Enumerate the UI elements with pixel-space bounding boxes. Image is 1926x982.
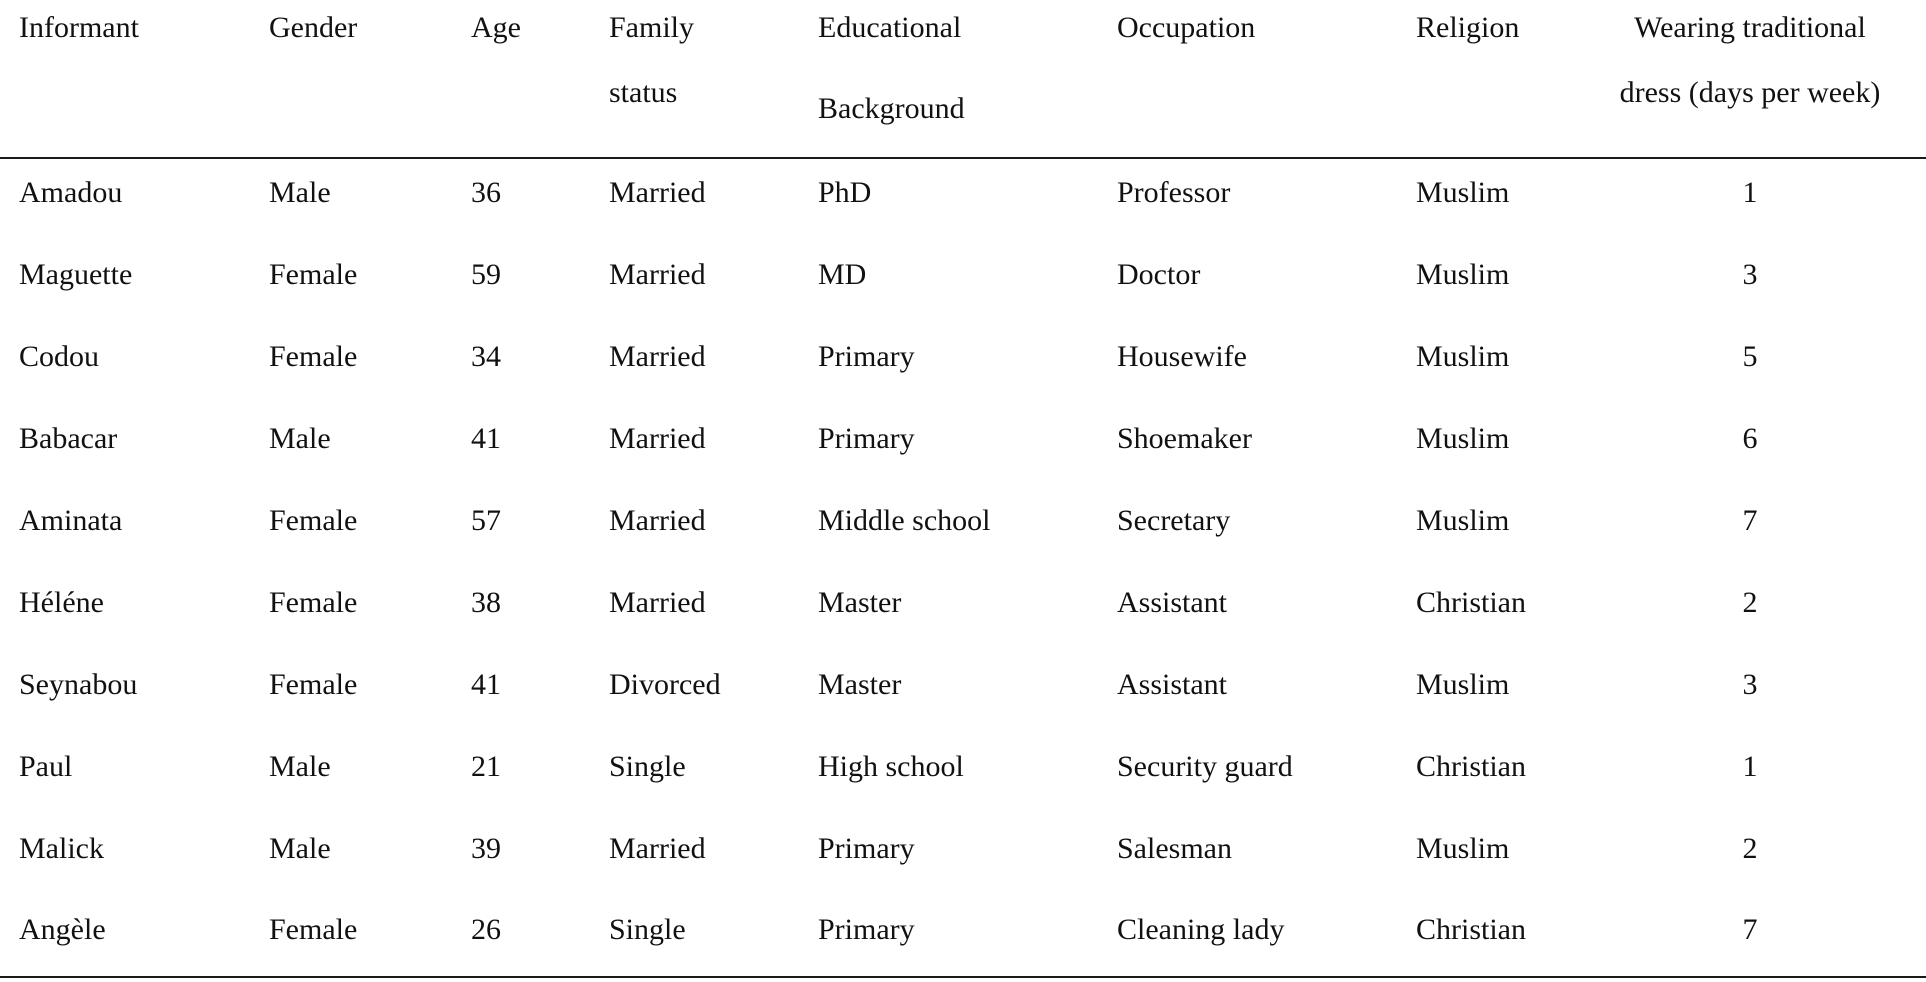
cell-family-status: Married (609, 422, 706, 455)
table-row (0, 152, 1926, 234)
cell-informant: Aminata (19, 504, 123, 537)
cell-age: 26 (471, 913, 501, 946)
cell-occupation: Security guard (1117, 750, 1293, 783)
cell-family-status: Married (609, 176, 706, 209)
cell-age: 57 (471, 504, 501, 537)
cell-family-status: Married (609, 504, 706, 537)
cell-education: Master (818, 586, 902, 619)
cell-dress-days: 3 (1742, 258, 1758, 291)
cell-religion: Christian (1416, 586, 1526, 619)
cell-dress-days: 7 (1742, 504, 1758, 537)
cell-religion: Muslim (1416, 504, 1510, 537)
cell-dress-days: 5 (1742, 340, 1758, 373)
header-age: Age (471, 11, 521, 44)
cell-informant: Malick (19, 832, 104, 865)
cell-age: 41 (471, 422, 501, 455)
cell-religion: Muslim (1416, 258, 1510, 291)
cell-education: Primary (818, 913, 915, 946)
cell-age: 21 (471, 750, 501, 783)
cell-gender: Female (269, 586, 358, 619)
cell-occupation: Cleaning lady (1117, 913, 1285, 946)
table-row (0, 726, 1926, 808)
cell-family-status: Married (609, 340, 706, 373)
header-dress-line1: Wearing traditional (1634, 11, 1866, 44)
cell-age: 41 (471, 668, 501, 701)
cell-occupation: Professor (1117, 176, 1231, 209)
table-row (0, 889, 1926, 971)
cell-informant: Babacar (19, 422, 118, 455)
table-row (0, 562, 1926, 644)
cell-age: 34 (471, 340, 501, 373)
cell-informant: Angèle (19, 913, 106, 946)
cell-occupation: Assistant (1117, 668, 1228, 701)
header-occupation: Occupation (1117, 11, 1256, 44)
header-family-status-line2: status (609, 76, 678, 109)
cell-education: Middle school (818, 504, 991, 537)
cell-informant: Héléne (19, 586, 104, 619)
cell-family-status: Married (609, 586, 706, 619)
table-row (0, 480, 1926, 562)
cell-informant: Amadou (19, 176, 123, 209)
cell-gender: Male (269, 176, 331, 209)
cell-religion: Muslim (1416, 422, 1510, 455)
cell-family-status: Married (609, 832, 706, 865)
cell-informant: Maguette (19, 258, 133, 291)
cell-gender: Male (269, 422, 331, 455)
cell-religion: Christian (1416, 750, 1526, 783)
cell-education: Primary (818, 340, 915, 373)
header-family-status-line1: Family (609, 11, 695, 44)
cell-education: High school (818, 750, 964, 783)
cell-gender: Male (269, 750, 331, 783)
cell-gender: Female (269, 340, 358, 373)
cell-occupation: Salesman (1117, 832, 1232, 865)
cell-occupation: Shoemaker (1117, 422, 1252, 455)
cell-family-status: Single (609, 913, 686, 946)
cell-occupation: Housewife (1117, 340, 1247, 373)
cell-religion: Muslim (1416, 340, 1510, 373)
cell-occupation: Assistant (1117, 586, 1228, 619)
table-row (0, 398, 1926, 480)
cell-gender: Female (269, 258, 358, 291)
header-education-line1: Educational (818, 11, 962, 44)
cell-age: 39 (471, 832, 501, 865)
cell-dress-days: 1 (1742, 750, 1758, 783)
cell-gender: Female (269, 913, 358, 946)
header-dress-line2: dress (days per week) (1619, 76, 1881, 109)
cell-gender: Female (269, 504, 358, 537)
cell-informant: Paul (19, 750, 73, 783)
cell-education: PhD (818, 176, 872, 209)
cell-gender: Female (269, 668, 358, 701)
cell-dress-days: 6 (1742, 422, 1758, 455)
table-row (0, 316, 1926, 398)
cell-family-status: Divorced (609, 668, 721, 701)
cell-dress-days: 2 (1742, 832, 1758, 865)
cell-education: MD (818, 258, 867, 291)
cell-religion: Christian (1416, 913, 1526, 946)
table-row (0, 644, 1926, 726)
cell-age: 36 (471, 176, 501, 209)
cell-education: Primary (818, 422, 915, 455)
cell-informant: Codou (19, 340, 100, 373)
cell-dress-days: 1 (1742, 176, 1758, 209)
cell-dress-days: 2 (1742, 586, 1758, 619)
cell-family-status: Single (609, 750, 686, 783)
cell-religion: Muslim (1416, 176, 1510, 209)
table-row (0, 808, 1926, 890)
cell-occupation: Secretary (1117, 504, 1231, 537)
cell-religion: Muslim (1416, 668, 1510, 701)
cell-occupation: Doctor (1117, 258, 1201, 291)
cell-gender: Male (269, 832, 331, 865)
cell-age: 59 (471, 258, 501, 291)
cell-dress-days: 3 (1742, 668, 1758, 701)
cell-education: Master (818, 668, 902, 701)
table-row (0, 234, 1926, 316)
cell-informant: Seynabou (19, 668, 138, 701)
cell-family-status: Married (609, 258, 706, 291)
cell-religion: Muslim (1416, 832, 1510, 865)
table-bottom-rule (0, 976, 1926, 978)
header-gender: Gender (269, 11, 358, 44)
cell-education: Primary (818, 832, 915, 865)
header-informant: Informant (19, 11, 139, 44)
header-education-line2: Background (818, 92, 965, 125)
header-religion: Religion (1416, 11, 1520, 44)
cell-dress-days: 7 (1742, 913, 1758, 946)
cell-age: 38 (471, 586, 501, 619)
